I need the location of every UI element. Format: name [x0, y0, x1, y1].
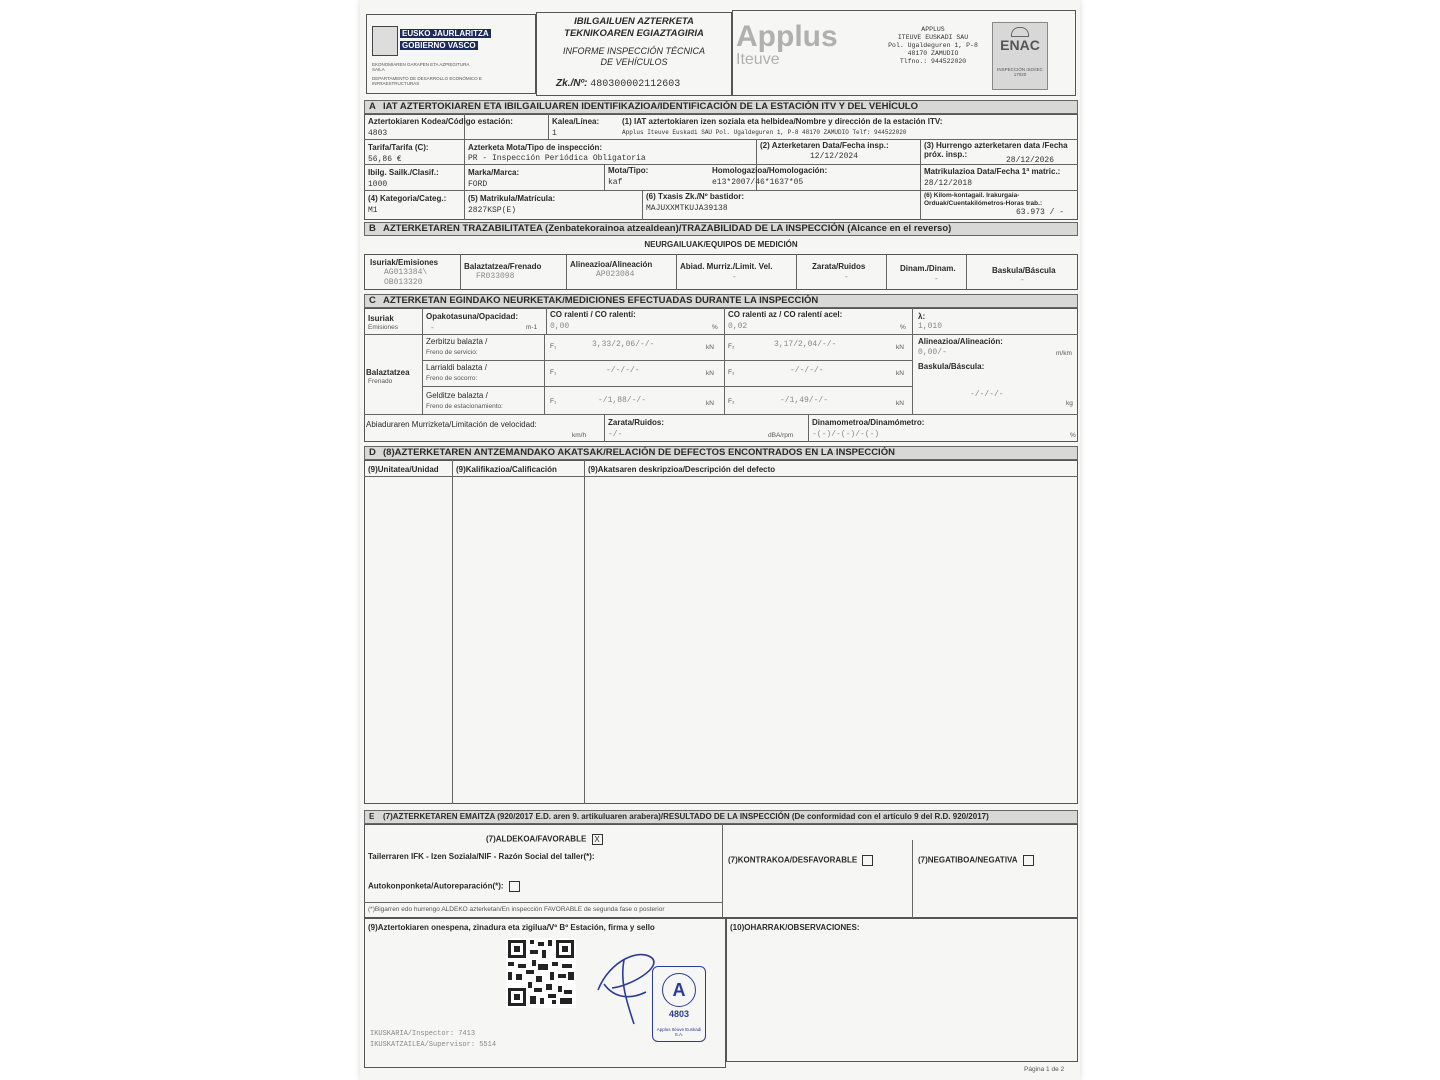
- section-c-col-7: [808, 414, 809, 442]
- alignment-label: Alineazioa/Alineación:: [918, 337, 1003, 346]
- section-c-header: [364, 294, 1078, 308]
- parking-f1-unit: kN: [706, 400, 714, 407]
- registration-date-value: 28/12/2018: [924, 179, 973, 188]
- emergency-brake-sub: Freno de socorro:: [426, 375, 478, 382]
- section-d-header: [364, 446, 1078, 460]
- eq-emissions-label: Isuriak/Emisiones: [370, 258, 439, 267]
- section-c-col-5: [912, 308, 913, 414]
- vin-value: MAJUXXMTKUJA39138: [646, 204, 728, 213]
- scale-unit: kg: [1066, 400, 1073, 407]
- kind-label: Mota/Tipo:: [608, 166, 649, 175]
- section-e-title: (7)AZTERKETAREN EMAITZA (920/2017 E.D. aren 9. artikuluaren arabera)/RESULTADO DE LA INSPECCIÓN (De conformidad con el artículo 9 del R.D. 920/2017): [383, 812, 989, 821]
- section-e-letter: E: [369, 812, 375, 821]
- co-idle-unit: %: [712, 324, 718, 331]
- plate-label: (5) Matrikula/Matrícula:: [468, 194, 556, 203]
- self-repair-checkbox[interactable]: [509, 881, 520, 892]
- emergency-f2-unit: kN: [896, 370, 904, 377]
- emergency-f1-label: F₁: [550, 369, 557, 376]
- homologation-value: e13*2007/46*1637*05: [712, 178, 804, 187]
- odometer-label: (6) Kilom-kontagail. Irakurgaia-Orduak/Cuentakilómetros-Horas trab.:: [924, 192, 1043, 207]
- kind-value: kaf: [608, 178, 623, 187]
- emergency-f1-value: -/-/-/-: [606, 366, 640, 375]
- parking-f2-label: F₂: [728, 398, 735, 405]
- section-c-col-1: [422, 308, 423, 414]
- section-e-header: [364, 810, 1078, 824]
- eq-brake-label: Balaztatzea/Frenado: [464, 262, 542, 271]
- stamp-company: Applus Iteuve Euskadi S.A.: [656, 1027, 702, 1037]
- result-col-1: [722, 824, 723, 918]
- inspector-id: IKUSKARIA/Inspector: 7413: [370, 1030, 476, 1038]
- section-a-header: [364, 100, 1078, 114]
- inspection-type-value: PR - Inspección Periódica Obligatoria: [468, 154, 646, 163]
- section-a-col-1: [464, 114, 465, 220]
- eq-dyn-label: Dinam./Dinam.: [900, 264, 956, 273]
- tariff-label: Tarifa/Tarifa (C):: [368, 143, 429, 152]
- self-repair-label: Autokonponketa/Autoreparación(*):: [368, 881, 504, 891]
- company-line-4: 48170 ZAMUDIO: [907, 50, 959, 57]
- section-c-row-1: [364, 334, 1078, 335]
- negative-checkbox[interactable]: [1023, 855, 1034, 866]
- stamp-emblem-icon: A: [662, 973, 696, 1007]
- line-value: 1: [552, 129, 557, 138]
- defects-col-description: (9)Akatsaren deskripzioa/Descripción del defecto: [588, 465, 776, 474]
- section-a-col-4: [642, 190, 643, 220]
- company-line-3: Pol. Ugaldeguren 1, P-8: [888, 42, 978, 49]
- gov-dept-es: DEPARTAMENTO DE DESARROLLO ECONÓMICO E INFRAESTRUCTURAS: [372, 76, 482, 86]
- section-c-row-4: [364, 414, 1078, 415]
- emissions-group-label: Isuriak: [368, 314, 394, 323]
- section-b-col-6: [966, 254, 967, 290]
- defects-col-1: [452, 460, 453, 804]
- title-es-1: INFORME INSPECCIÓN TÉCNICA: [562, 46, 705, 56]
- next-inspection-label: (3) Hurrengo azterketaren data /Fecha próx. insp.:: [924, 141, 1068, 159]
- emergency-f1-unit: kN: [706, 370, 714, 377]
- lambda-value: 1,010: [918, 322, 943, 331]
- unfavorable-label: (7)KONTRAKOA/DESFAVORABLE: [728, 855, 858, 865]
- parking-f2-value: -/1,49/-/-: [780, 396, 829, 405]
- workshop-label: Tailerraren IFK - Izen Soziala/NIF - Razón Social del taller(*):: [368, 852, 595, 861]
- section-c-col-3: [544, 334, 545, 414]
- gov-dept-eu: EKONOMIAREN GARAPEN ETA AZPIEGITURA SAILA: [372, 62, 470, 72]
- co-accel-label: CO ralenti az / CO ralentí acel:: [728, 310, 843, 319]
- station-name-value: Applus Iteuve Euskadi SAU Pol. Ugaldeguren 1, P-8 48170 ZAMUDIO Telf: 944522020: [622, 129, 907, 136]
- eq-noise-value: -: [844, 273, 849, 282]
- section-a-row-3: [364, 190, 1078, 191]
- company-stamp: [652, 966, 706, 1042]
- brand-label: Marka/Marca:: [468, 168, 520, 177]
- section-b-title: AZTERKETAREN TRAZABILITATEA (Zenbatekorainoa atzealdean)/TRAZABILIDAD DE LA INSPECCIÓN (Alcance en el reverso): [383, 223, 952, 234]
- section-a-col-6: [920, 139, 921, 220]
- section-c-row-2: [422, 360, 912, 361]
- eq-emissions-value-2: OB013320: [384, 278, 423, 287]
- brake-group-label: Balaztatzea: [366, 368, 410, 377]
- result-col-2: [912, 840, 913, 918]
- section-b-col-1: [460, 254, 461, 290]
- opacity-unit: m-1: [526, 324, 538, 331]
- eq-speed-label: Abiad. Murriz./Limit. Vel.: [680, 262, 773, 271]
- category-label: (4) Kategoria/Categ.:: [368, 194, 447, 203]
- applus-logo: [736, 22, 838, 68]
- result-box: [364, 824, 1078, 918]
- emergency-f2-value: -/-/-/-: [790, 366, 824, 375]
- dynamometer-label: Dinamometroa/Dinamómetro:: [812, 418, 925, 427]
- result-rule: [364, 902, 722, 903]
- defects-table: [364, 460, 1078, 804]
- station-code-value: 4803: [368, 129, 388, 138]
- gov-name-es: GOBIERNO VASCO: [402, 41, 476, 50]
- eq-brake-value: FR033098: [476, 272, 515, 281]
- unfavorable-checkbox[interactable]: [862, 855, 873, 866]
- service-f2-unit: kN: [896, 344, 904, 351]
- parking-brake-sub: Freno de estacionamiento:: [426, 403, 503, 410]
- section-c-row-3: [422, 386, 912, 387]
- parking-f1-label: F₁: [550, 398, 557, 405]
- service-f1-unit: kN: [706, 344, 714, 351]
- lambda-label: λ:: [918, 312, 926, 321]
- station-name-label: (1) IAT aztertokiaren izen soziala eta helbidea/Nombre y dirección de la estación ITV:: [622, 117, 943, 126]
- company-line-2: ITEUVE EUSKADI SAU: [897, 34, 969, 41]
- section-c-col-4: [724, 308, 725, 414]
- section-b-col-5: [886, 254, 887, 290]
- section-b-col-4: [796, 254, 797, 290]
- applus-logo-sub: Iteuve: [736, 51, 780, 68]
- emissions-group-sub: Emisiones: [368, 324, 398, 331]
- applus-logo-text: Applus: [736, 20, 838, 53]
- approval-label: (9)Aztertokiaren onespena, zinadura eta zigilua/Vº Bº Estación, firma y sello: [368, 923, 655, 932]
- homologation-label: Homologazioa/Homologación:: [712, 166, 828, 175]
- report-number-label: Zk./Nº:: [556, 78, 588, 89]
- section-c-title: AZTERKETAN EGINDAKO NEURKETAK/MEDICIONES EFECTUADAS DURANTE LA INSPECCIÓN: [383, 295, 819, 306]
- service-f1-label: F₁: [550, 343, 557, 350]
- co-accel-unit: %: [900, 324, 906, 331]
- service-f2-label: F₂: [728, 343, 735, 350]
- defects-col-rating: (9)Kalifikazioa/Calificación: [456, 465, 557, 474]
- enac-logo-icon: [1011, 27, 1029, 37]
- noise-value: -/-: [608, 430, 623, 439]
- section-b-col-2: [566, 254, 567, 290]
- noise-label: Zarata/Ruidos:: [608, 418, 665, 427]
- co-idle-label: CO ralenti / CO ralentí:: [550, 310, 636, 319]
- unfavorable-option: [728, 855, 873, 866]
- self-repair-option: [368, 881, 520, 892]
- section-b-letter: B: [369, 223, 376, 234]
- eq-align-value: AP023084: [596, 270, 635, 279]
- eq-scale-value: -: [1020, 276, 1025, 285]
- scale-value: -/-/-/-: [970, 390, 1004, 399]
- scale-label: Baskula/Báscula:: [918, 362, 985, 371]
- report-number-value: 480300002112603: [590, 79, 681, 90]
- section-a-col-3: [604, 164, 605, 190]
- section-b-header: [364, 222, 1078, 236]
- classification-value: 1000: [368, 180, 388, 189]
- company-line-1: APPLUS: [921, 26, 945, 33]
- section-d-title: (8)AZTERKETAREN ANTZEMANDAKO AKATSAK/RELACIÓN DE DEFECTOS ENCONTRADOS EN LA INSPECCIÓN: [383, 447, 895, 458]
- section-a-col-2: [548, 114, 549, 139]
- section-b-equipment-row: [364, 254, 1078, 290]
- stamp-code: 4803: [668, 1009, 690, 1019]
- alignment-unit: m/km: [1056, 350, 1072, 357]
- enac-logo-text: ENAC: [1000, 37, 1040, 53]
- company-line-5: Tlfno.: 944522020: [899, 58, 967, 65]
- noise-unit: dBA/rpm: [768, 432, 794, 439]
- section-b-col-3: [676, 254, 677, 290]
- service-f2-value: 3,17/2,04/-/-: [774, 340, 837, 349]
- section-a-row-2: [364, 164, 1078, 165]
- gov-name-eu: EUSKO JAURLARITZA: [402, 29, 489, 38]
- section-b-subtitle: NEURGAILUAK/EQUIPOS DE MEDICIÓN: [644, 240, 798, 249]
- title-eu-2: TEKNIKOAREN EGIAZTAGIRIA: [564, 28, 704, 39]
- favorable-checkbox[interactable]: X: [592, 834, 603, 845]
- eq-scale-label: Baskula/Báscula: [992, 266, 1056, 275]
- emergency-brake-label: Larrialdi balazta /: [426, 363, 487, 372]
- gov-logo: [372, 26, 398, 56]
- supervisor-id: IKUSKATZAILEA/Supervisor: 5514: [370, 1041, 497, 1049]
- eq-emissions-value: AG013384\: [384, 268, 428, 277]
- section-d-letter: D: [369, 447, 376, 458]
- parking-f1-value: -/1,88/-/-: [598, 396, 647, 405]
- inspection-report-page: [360, 0, 1080, 1080]
- dynamometer-value: -(-)/-(-)/-(-): [812, 430, 880, 439]
- tariff-value: 56,86 €: [368, 155, 402, 164]
- qr-code-icon: [506, 938, 576, 1008]
- co-idle-value: 0,00: [550, 322, 570, 331]
- station-code-label: Aztertokiaren Kodea/Código estación:: [368, 117, 513, 126]
- remarks-label: (10)OHARRAK/OBSERVACIONES:: [730, 923, 860, 932]
- parking-brake-label: Gelditze balazta /: [426, 391, 488, 400]
- dynamometer-unit: %: [1070, 432, 1076, 439]
- opacity-value: -: [430, 324, 435, 333]
- brake-group-sub: Frenado: [368, 378, 393, 385]
- registration-date-label: Matrikulazioa Data/Fecha 1ª matric.:: [924, 167, 1061, 176]
- negative-label: (7)NEGATIBOA/NEGATIVA: [918, 855, 1018, 865]
- eq-align-label: Alineazioa/Alineación: [570, 260, 653, 269]
- plate-value: 2827KSP(E): [468, 206, 517, 215]
- section-c-col-6: [604, 414, 605, 442]
- opacity-label: Opakotasuna/Opacidad:: [426, 312, 519, 321]
- section-c-letter: C: [369, 295, 376, 306]
- odometer-value: 63.973 / -: [1016, 208, 1065, 217]
- vin-label: (6) Txasis Zk./Nº bastidor:: [646, 192, 745, 201]
- service-brake-label: Zerbitzu balazta /: [426, 337, 488, 346]
- section-a-title: IAT AZTERTOKIAREN ETA IBILGAILUAREN IDENTIFIKAZIOA/IDENTIFICACIÓN DE LA ESTACIÓN ITV Y DEL VEHÍCULO: [383, 101, 919, 112]
- co-accel-value: 0,02: [728, 322, 748, 331]
- speed-limit-label: Abiaduraren Murrizketa/Limitación de velocidad:: [366, 420, 537, 429]
- eq-dyn-value: -: [934, 275, 939, 284]
- title-es-2: DE VEHÍCULOS: [600, 57, 668, 67]
- enac-logo: [992, 22, 1048, 90]
- report-number: [556, 78, 680, 90]
- company-address: [878, 26, 988, 66]
- defects-col-unit: (9)Unitatea/Unidad: [368, 465, 439, 474]
- line-label: Kalea/Línea:: [552, 117, 600, 126]
- eq-speed-value: -: [732, 273, 737, 282]
- defects-header-rule: [364, 476, 1078, 477]
- page-number: Página 1 de 2: [1024, 1066, 1065, 1073]
- defects-col-2: [584, 460, 585, 804]
- speed-limit-unit: km/h: [572, 432, 587, 439]
- service-brake-sub: Freno de servicio:: [426, 349, 478, 356]
- second-phase-note: (*)Bigarren edo hurrengo ALDEKO azterketan/En inspección FAVORABLE de segunda fase o posterior: [368, 906, 665, 913]
- negative-option: [918, 855, 1034, 866]
- section-c-col-2: [546, 308, 547, 334]
- parking-f2-unit: kN: [896, 400, 904, 407]
- remarks-box: [726, 918, 1078, 1062]
- enac-logo-sub: INSPECCIÓN ISO/IEC 17020: [997, 67, 1043, 77]
- next-inspection-value: 28/12/2026: [1006, 156, 1055, 165]
- service-f1-value: 3,33/2,06/-/-: [592, 340, 655, 349]
- emergency-f2-label: F₂: [728, 369, 735, 376]
- section-a-row-1: [364, 139, 1078, 140]
- section-a-letter: A: [369, 101, 376, 112]
- inspection-type-label: Azterketa Mota/Tipo de inspección:: [468, 143, 603, 152]
- category-value: M1: [368, 206, 378, 215]
- title-eu-1: IBILGAILUEN AZTERKETA: [574, 16, 694, 27]
- favorable-option: [486, 834, 603, 845]
- inspection-date-value: 12/12/2024: [810, 152, 859, 161]
- classification-label: Ibilg. Sailk./Clasif.:: [368, 168, 439, 177]
- favorable-label: (7)ALDEKOA/FAVORABLE: [486, 834, 587, 844]
- brand-value: FORD: [468, 180, 488, 189]
- inspection-date-label: (2) Azterketaren Data/Fecha insp.:: [760, 141, 889, 150]
- eq-noise-label: Zarata/Ruidos: [812, 262, 866, 271]
- alignment-value: 0,00/-: [918, 348, 947, 357]
